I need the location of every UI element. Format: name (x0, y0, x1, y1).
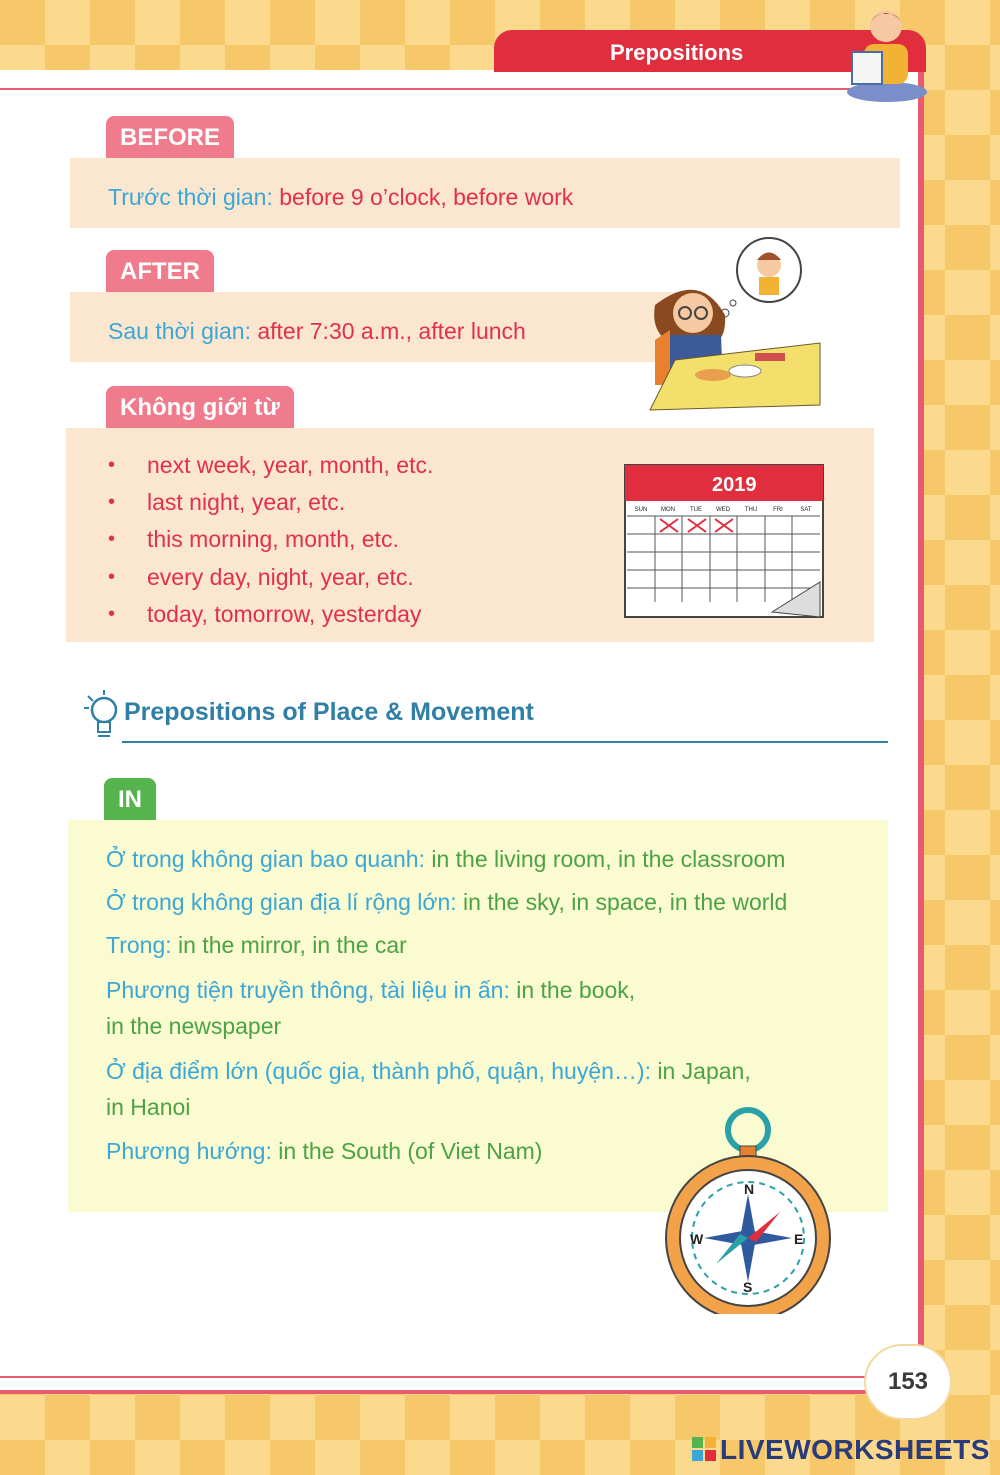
calendar-day: SAT (800, 507, 812, 513)
in-row-examples: in the living room, in the classroom (431, 846, 786, 872)
in-row-label: Phương hướng: (106, 1138, 272, 1164)
liveworksheets-logo-icon (692, 1437, 716, 1461)
list-item: today, tomorrow, yesterday (147, 601, 422, 627)
before-row (108, 184, 573, 211)
calendar-day: TUE (690, 507, 702, 513)
in-row-label: Phương tiện truyền thông, tài liệu in ấn: (106, 977, 510, 1003)
in-row-continuation: in Hanoi (106, 1094, 191, 1120)
in-row (106, 932, 407, 959)
list-item: every day, night, year, etc. (147, 564, 414, 590)
calendar-day: MON (661, 507, 675, 513)
in-tag: IN (104, 778, 156, 820)
girl-lunch-illustration (645, 235, 825, 413)
bullet: • (108, 454, 116, 476)
calendar-illustration (622, 462, 828, 622)
after-label: Sau thời gian: (108, 318, 251, 344)
in-row-label: Ở trong không gian bao quanh: (106, 846, 425, 872)
bullet: • (108, 566, 116, 588)
in-row (106, 889, 787, 916)
bullet: • (108, 528, 116, 550)
in-row-label: Ở địa điểm lớn (quốc gia, thành phố, quận, huyện…): (106, 1058, 651, 1084)
in-row-continuation: in the newspaper (106, 1013, 282, 1039)
in-row-examples: in the South (of Viet Nam) (278, 1138, 543, 1164)
page-header-title: Prepositions (610, 40, 744, 65)
calendar-day: THU (744, 507, 758, 513)
calendar-day: WED (716, 507, 730, 513)
compass-n: N (744, 1181, 755, 1197)
before-label: Trước thời gian: (108, 184, 273, 210)
in-row-examples: in the sky, in space, in the world (463, 889, 788, 915)
in-row (106, 977, 635, 1004)
section-rule (122, 741, 888, 743)
in-row-examples: in the mirror, in the car (178, 932, 407, 958)
list-item: this morning, month, etc. (147, 526, 399, 552)
no-prep-tag: Không giới từ (106, 386, 294, 428)
in-row (106, 846, 785, 873)
lightbulb-icon (84, 690, 124, 742)
before-examples: before 9 o’clock, before work (279, 184, 574, 210)
bullet: • (108, 603, 116, 625)
before-tag: BEFORE (106, 116, 234, 158)
compass-illustration (660, 1104, 834, 1314)
after-examples: after 7:30 a.m., after lunch (257, 318, 526, 344)
calendar-day: SUN (634, 507, 648, 513)
after-tag: AFTER (106, 250, 214, 292)
top-rule (0, 88, 912, 90)
brand-watermark[interactable]: LIVEWORKSHEETS (720, 1434, 990, 1465)
in-row (106, 1138, 542, 1165)
after-row (108, 318, 526, 345)
list-item: next week, year, month, etc. (147, 452, 434, 478)
in-row-examples: in the book, (516, 977, 636, 1003)
in-row-label: Trong: (106, 932, 172, 958)
compass-s: S (743, 1279, 753, 1295)
bullet: • (108, 491, 116, 513)
section-title: Prepositions of Place & Movement (124, 698, 534, 726)
calendar-year: 2019 (712, 474, 757, 496)
in-row-examples: in Japan, (657, 1058, 751, 1084)
compass-w: W (690, 1231, 704, 1247)
boy-reading-illustration (842, 2, 932, 104)
calendar-day: FRI (773, 507, 783, 513)
compass-e: E (794, 1231, 804, 1247)
in-row (106, 1058, 751, 1085)
list-item: last night, year, etc. (147, 489, 346, 515)
in-row-label: Ở trong không gian địa lí rộng lớn: (106, 889, 457, 915)
page-number: 153 (887, 1368, 929, 1395)
footer-rule (0, 1376, 870, 1378)
